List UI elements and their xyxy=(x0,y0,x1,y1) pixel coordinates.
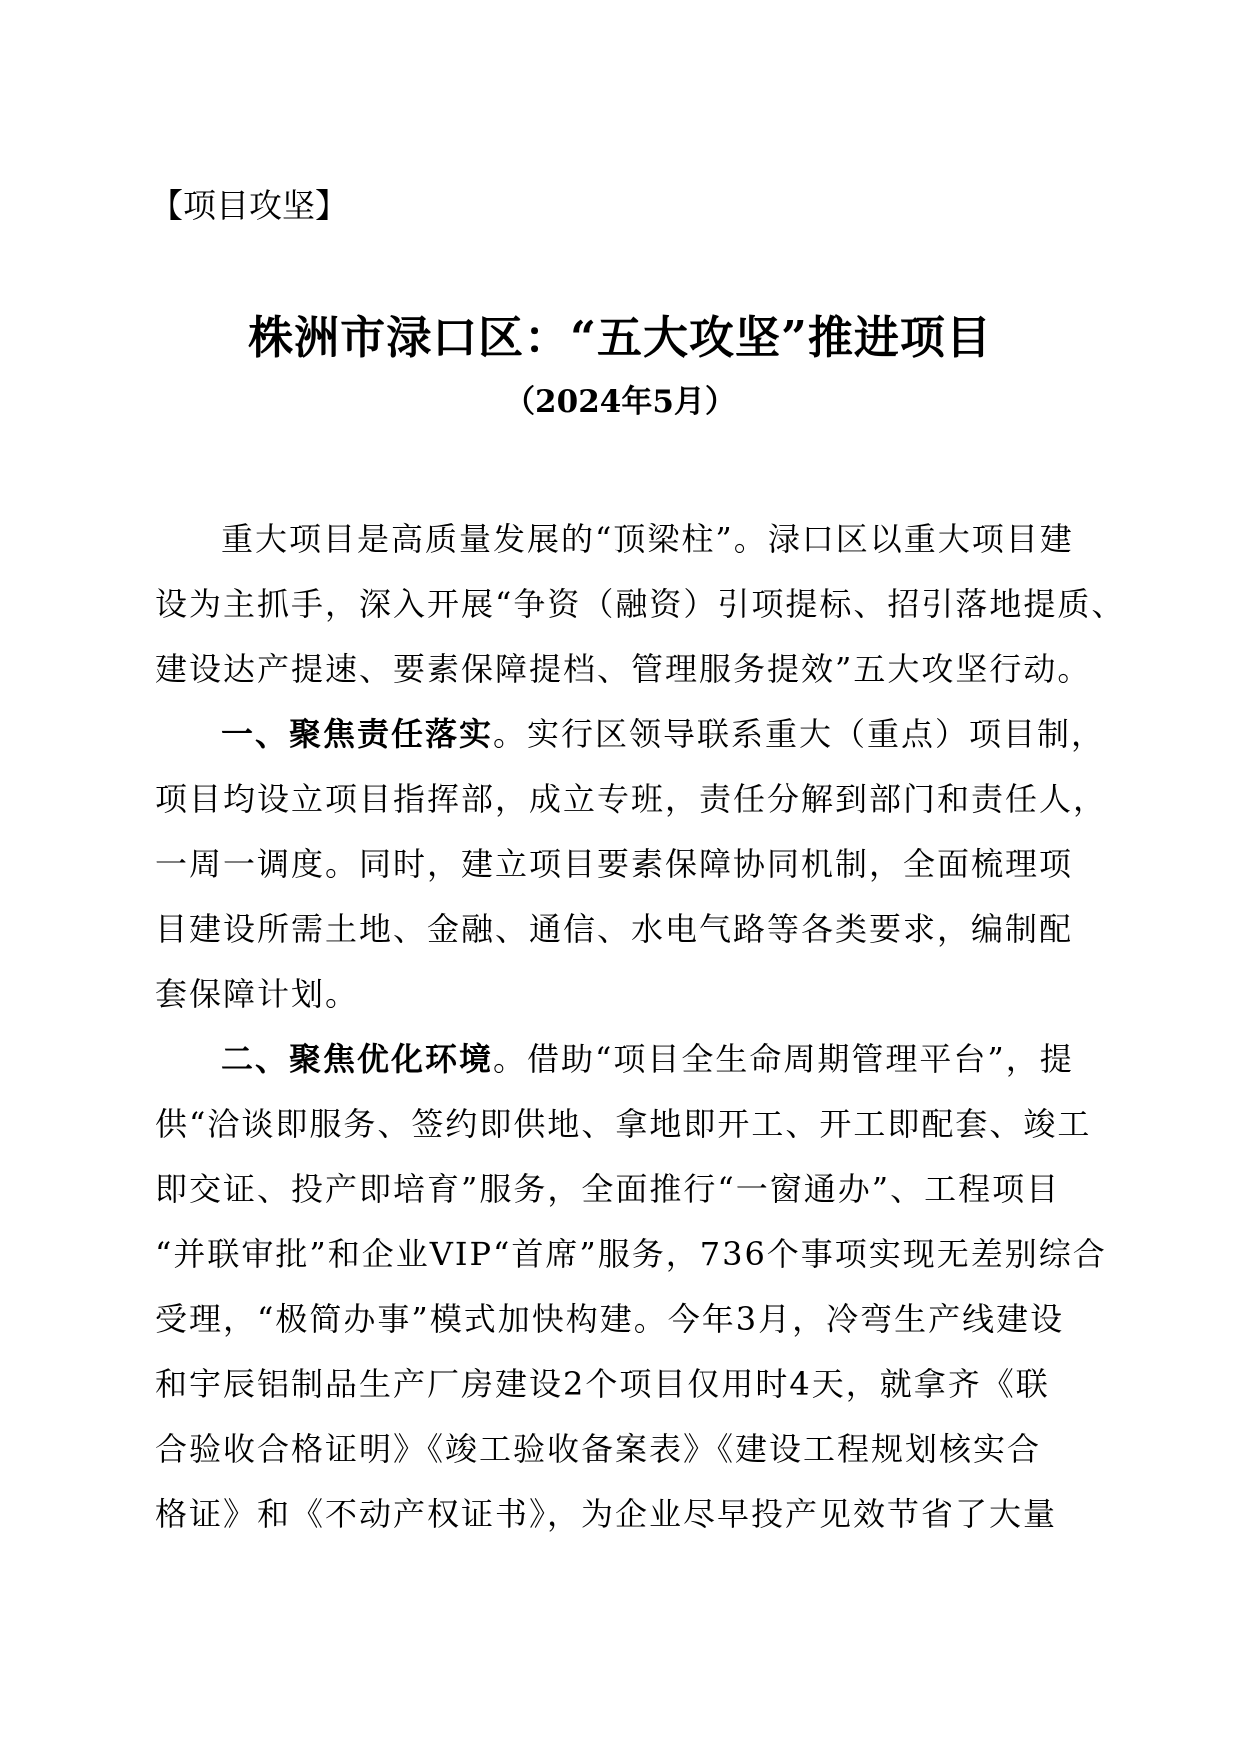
body-text: 。实行区领导联系重大（重点）项目制， xyxy=(493,715,1106,753)
body-line xyxy=(155,1417,1085,1482)
body-line xyxy=(155,1092,1092,1157)
body-line xyxy=(155,832,1085,897)
paragraph-heading: 二、聚焦优化环境 xyxy=(221,1040,494,1078)
paragraph-heading: 一、聚焦责任落实 xyxy=(221,715,494,753)
body-text: 建设达产提速、要素保障提档、管理服务提效”五大攻坚行动。 xyxy=(155,650,1092,688)
body-line xyxy=(155,767,1108,832)
body-text: 重大项目是高质量发展的“顶梁柱”。渌口区以重大项目建 xyxy=(221,520,1074,558)
body-line xyxy=(155,572,1126,637)
body-text: 一周一调度。同时，建立项目要素保障协同机制，全面梳理项 xyxy=(155,845,1074,883)
body-text: 供“洽谈即服务、签约即供地、拿地即开工、开工即配套、竣工 xyxy=(155,1105,1092,1143)
body-line xyxy=(155,1352,1085,1417)
body-line xyxy=(155,507,1085,572)
body-line xyxy=(155,702,1106,767)
body-text: 目建设所需土地、金融、通信、水电气路等各类要求，编制配 xyxy=(155,910,1074,948)
body-text: 套保障计划。 xyxy=(155,975,360,1013)
body-text: 和宇辰铝制品生产厂房建设2个项目仅用时4天，就拿齐《联 xyxy=(155,1365,1050,1403)
body-text: 设为主抓手，深入开展“争资（融资）引项提标、招引落地提质、 xyxy=(155,585,1126,623)
body-line xyxy=(155,1157,1085,1222)
body-text: 项目均设立项目指挥部，成立专班，责任分解到部门和责任人， xyxy=(155,780,1108,818)
body-text: 。借助“项目全生命周期管理平台”，提 xyxy=(493,1040,1074,1078)
document-title: 株洲市渌口区：“五大攻坚”推进项目 xyxy=(248,311,992,364)
body-text: “并联审批”和企业VIP“首席”服务，736个事项实现无差别综合 xyxy=(155,1235,1107,1273)
document-body xyxy=(155,507,1126,1547)
section-tag: 【项目攻坚】 xyxy=(150,186,348,225)
body-text: 受理，“极简办事”模式加快构建。今年3月，冷弯生产线建设 xyxy=(155,1300,1065,1338)
body-line xyxy=(155,962,1085,1027)
body-text: 格证》和《不动产权证书》，为企业尽早投产见效节省了大量 xyxy=(155,1495,1058,1533)
body-line xyxy=(155,1482,1085,1547)
body-line xyxy=(155,897,1085,962)
body-text: 即交证、投产即培育”服务，全面推行“一窗通办”、工程项目 xyxy=(155,1170,1061,1208)
body-line xyxy=(155,637,1092,702)
body-text: 合验收合格证明》《竣工验收备案表》《建设工程规划核实合 xyxy=(155,1430,1042,1468)
body-line xyxy=(155,1027,1085,1092)
body-line xyxy=(155,1287,1085,1352)
body-line xyxy=(155,1222,1107,1287)
document-date: （2024年5月） xyxy=(504,384,736,420)
